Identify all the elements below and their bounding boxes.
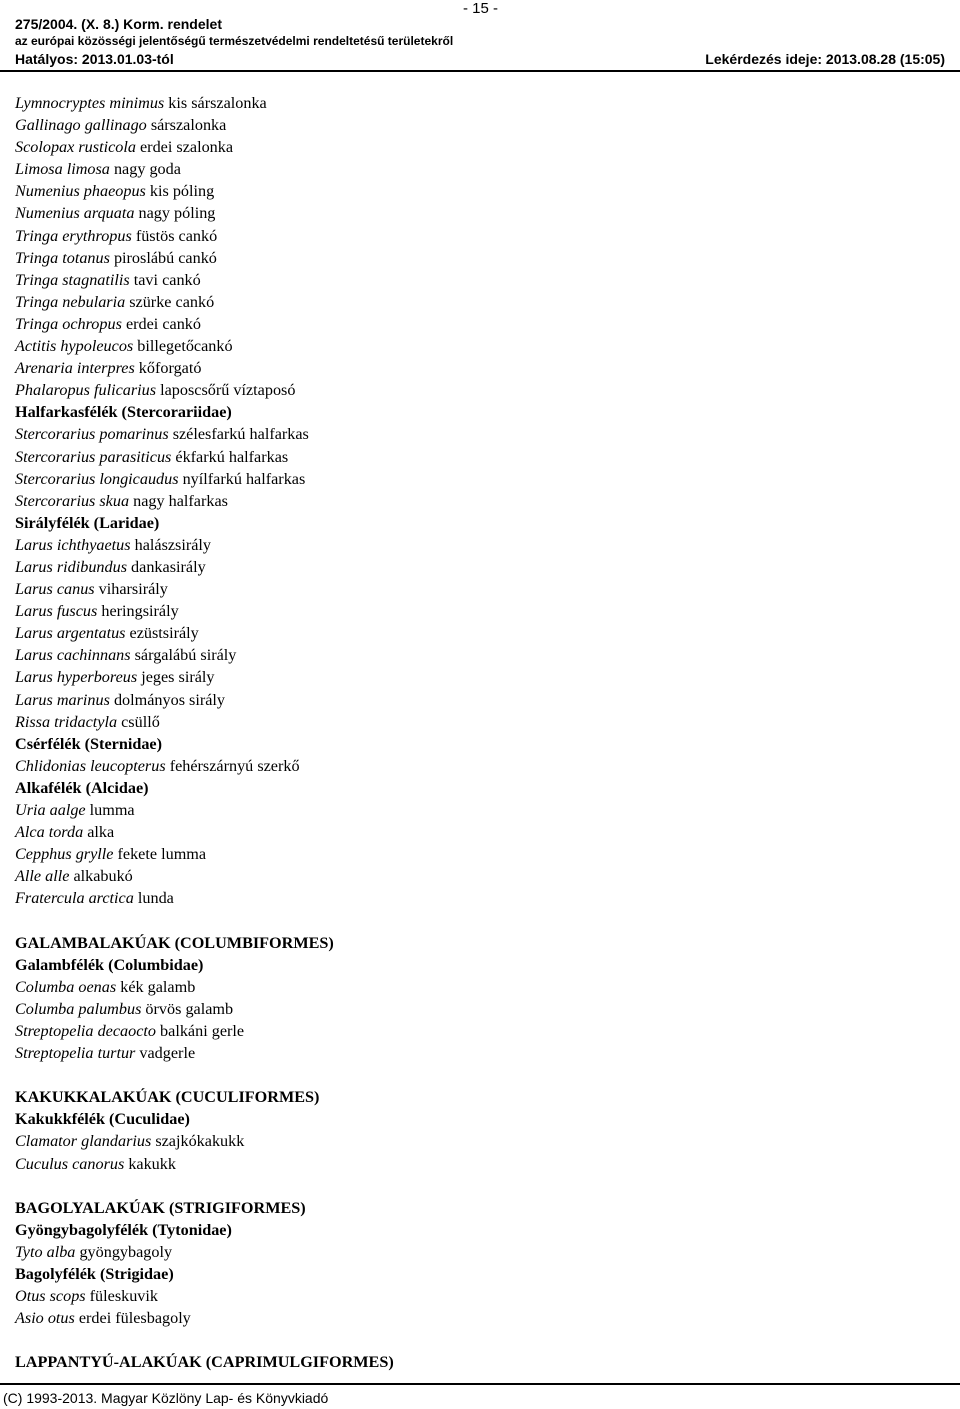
species-common-name: alka [83,823,115,842]
species-common-name: szürke cankó [125,292,215,311]
species-common-name: nagy póling [134,204,216,223]
species-entry [15,711,945,733]
species-entry [15,313,945,335]
order-heading-text: GALAMBALAKÚAK (COLUMBIFORMES) [15,933,334,952]
species-common-name: kis sárszalonka [164,94,267,112]
copyright-text: (C) 1993-2013. Magyar Közlöny Lap- és Könyvkiadó [3,1390,329,1406]
species-common-name: viharsirály [94,580,168,599]
species-latin-name: Columba palumbus [15,999,142,1018]
species-entry [15,225,945,247]
species-common-name: gyöngybagoly [75,1242,173,1261]
blank-line [15,1175,945,1197]
blank-line [15,909,945,931]
species-latin-name: Tyto alba [15,1242,76,1261]
family-heading [15,777,945,799]
species-entry [15,335,945,357]
order-heading-text: BAGOLYALAKÚAK (STRIGIFORMES) [15,1198,306,1217]
species-common-name: ékfarkú halfarkas [171,447,289,466]
species-common-name: sárgalábú sirály [130,646,237,665]
species-latin-name: Alle alle [15,867,70,886]
species-entry [15,1285,945,1307]
species-entry [15,247,945,269]
species-entry [15,291,945,313]
species-entry [15,887,945,909]
species-common-name: szélesfarkú halfarkas [168,425,309,444]
order-heading [15,932,945,954]
species-entry [15,865,945,887]
species-latin-name: Larus argentatus [15,624,126,643]
family-heading-text: Galambfélék (Columbidae) [15,955,204,974]
species-latin-name: Larus ichthyaetus [15,535,131,554]
species-entry [15,357,945,379]
species-latin-name: Uria aalge [15,801,86,819]
order-heading-text: LAPPANTYÚ-ALAKÚAK (CAPRIMULGIFORMES) [15,1353,394,1372]
species-latin-name: Cuculus canorus [15,1154,125,1173]
species-entry [15,1020,945,1042]
species-common-name: kék galamb [116,977,196,996]
species-latin-name: Larus ridibundus [15,557,127,576]
order-heading [15,1197,945,1219]
species-entry [15,976,945,998]
species-common-name: nagy goda [109,160,181,179]
species-latin-name: Tringa erythropus [15,226,132,245]
species-entry [15,136,945,158]
species-entry [15,578,945,600]
species-entry [15,998,945,1020]
species-latin-name: Stercorarius skua [15,491,130,510]
blank-line [15,1064,945,1086]
family-heading-text: Csérfélék (Sternidae) [15,734,162,753]
species-latin-name: Lymnocryptes minimus [15,94,165,112]
species-common-name: dankasirály [127,557,206,576]
species-latin-name: Tringa ochropus [15,314,122,333]
species-latin-name: Scolopax rusticola [15,138,136,157]
species-common-name: heringsirály [97,602,179,621]
page-header [0,0,960,70]
species-entry [15,799,945,821]
species-common-name: lunda [133,889,174,908]
species-entry [15,269,945,291]
species-entry [15,1307,945,1329]
species-common-name: ezüstsirály [125,624,199,643]
species-latin-name: Larus canus [15,580,95,599]
species-common-name: nyílfarkú halfarkas [178,469,306,488]
species-latin-name: Chlidonias leucopterus [15,756,166,775]
family-heading-text: Bagolyfélék (Strigidae) [15,1264,174,1283]
species-entry [15,379,945,401]
species-latin-name: Numenius phaeopus [15,182,146,201]
family-heading-text: Halfarkasfélék (Stercorariidae) [15,403,232,422]
family-heading [15,401,945,423]
species-latin-name: Phalaropus fulicarius [15,381,157,400]
family-heading [15,954,945,976]
species-list [15,92,945,1373]
species-latin-name: Tringa totanus [15,248,110,267]
species-entry [15,1042,945,1064]
species-entry [15,622,945,644]
species-common-name: fehérszárnyú szerkő [165,756,300,775]
species-entry [15,821,945,843]
species-latin-name: Columba oenas [15,977,117,996]
species-entry [15,644,945,666]
species-entry [15,843,945,865]
species-latin-name: Larus cachinnans [15,646,131,665]
order-heading-text: KAKUKKALAKÚAK (CUCULIFORMES) [15,1088,320,1107]
family-heading [15,733,945,755]
species-common-name: nagy halfarkas [129,491,228,510]
species-common-name: füleskuvik [85,1287,158,1306]
species-common-name: laposcsőrű víztaposó [156,381,296,400]
order-heading [15,1351,945,1373]
species-entry [15,446,945,468]
species-entry [15,755,945,777]
species-entry [15,490,945,512]
species-common-name: fekete lumma [113,845,207,864]
species-common-name: billegetőcankó [133,337,233,356]
page-number: - 15 - [463,0,499,17]
species-entry [15,556,945,578]
species-entry [15,1153,945,1175]
species-latin-name: Cepphus grylle [15,845,114,864]
species-entry [15,1130,945,1152]
species-common-name: balkáni gerle [156,1021,245,1040]
decree-subtitle: az európai közösségi jelentőségű természetvédelmi rendeltetésű területekről [15,34,454,48]
species-common-name: jeges sirály [137,668,215,687]
species-latin-name: Limosa limosa [15,160,110,179]
species-common-name: lumma [85,801,135,819]
species-latin-name: Stercorarius parasiticus [15,447,172,466]
species-latin-name: Larus hyperboreus [15,668,138,687]
query-time: Lekérdezés ideje: 2013.08.28 (15:05) [705,51,945,67]
species-common-name: erdei fülesbagoly [74,1309,191,1328]
species-common-name: szajkókakukk [151,1132,245,1151]
family-heading-text: Sirályfélék (Laridae) [15,513,160,532]
species-latin-name: Asio otus [15,1309,75,1328]
species-entry [15,534,945,556]
species-latin-name: Tringa stagnatilis [15,270,130,289]
species-common-name: dolmányos sirály [109,690,226,709]
species-entry [15,689,945,711]
species-common-name: kőforgató [134,359,202,378]
species-common-name: sárszalonka [146,116,227,135]
species-latin-name: Larus marinus [15,690,110,709]
species-common-name: kis póling [145,182,215,201]
species-latin-name: Alca torda [15,823,84,842]
species-latin-name: Stercorarius pomarinus [15,425,169,444]
species-common-name: kakukk [124,1154,176,1173]
species-latin-name: Clamator glandarius [15,1132,152,1151]
footer-divider [0,1383,960,1385]
species-entry [15,202,945,224]
species-common-name: erdei cankó [121,314,201,333]
species-common-name: örvös galamb [141,999,234,1018]
species-common-name: piroslábú cankó [109,248,217,267]
family-heading [15,1219,945,1241]
species-latin-name: Arenaria interpres [15,359,135,378]
effective-date: Hatályos: 2013.01.03-tól [15,51,174,67]
species-latin-name: Actitis hypoleucos [15,337,134,356]
species-latin-name: Streptopelia decaocto [15,1021,156,1040]
species-latin-name: Rissa tridactyla [15,712,118,731]
family-heading [15,1263,945,1285]
blank-line [15,1329,945,1351]
species-entry [15,423,945,445]
page-footer [0,1383,960,1409]
decree-title: 275/2004. (X. 8.) Korm. rendelet [15,16,222,32]
species-entry [15,114,945,136]
species-common-name: füstös cankó [131,226,218,245]
species-common-name: erdei szalonka [135,138,234,157]
species-latin-name: Larus fuscus [15,602,98,621]
order-heading [15,1086,945,1108]
species-latin-name: Stercorarius longicaudus [15,469,179,488]
species-common-name: vadgerle [135,1044,196,1063]
family-heading-text: Kakukkfélék (Cuculidae) [15,1110,190,1129]
species-latin-name: Gallinago gallinago [15,116,147,135]
species-common-name: tavi cankó [129,270,201,289]
species-entry [15,600,945,622]
species-entry [15,92,945,114]
species-latin-name: Fratercula arctica [15,889,134,908]
family-heading [15,512,945,534]
species-common-name: csüllő [117,712,160,731]
species-common-name: alkabukó [69,867,133,886]
family-heading-text: Alkafélék (Alcidae) [15,778,149,797]
species-latin-name: Numenius arquata [15,204,135,223]
species-latin-name: Otus scops [15,1287,86,1306]
species-common-name: halászsirály [130,535,212,554]
species-entry [15,158,945,180]
species-entry [15,1241,945,1263]
species-latin-name: Streptopelia turtur [15,1044,136,1063]
species-entry [15,666,945,688]
species-entry [15,180,945,202]
header-divider [0,70,960,72]
family-heading [15,1108,945,1130]
family-heading-text: Gyöngybagolyfélék (Tytonidae) [15,1220,232,1239]
species-latin-name: Tringa nebularia [15,292,126,311]
species-entry [15,468,945,490]
